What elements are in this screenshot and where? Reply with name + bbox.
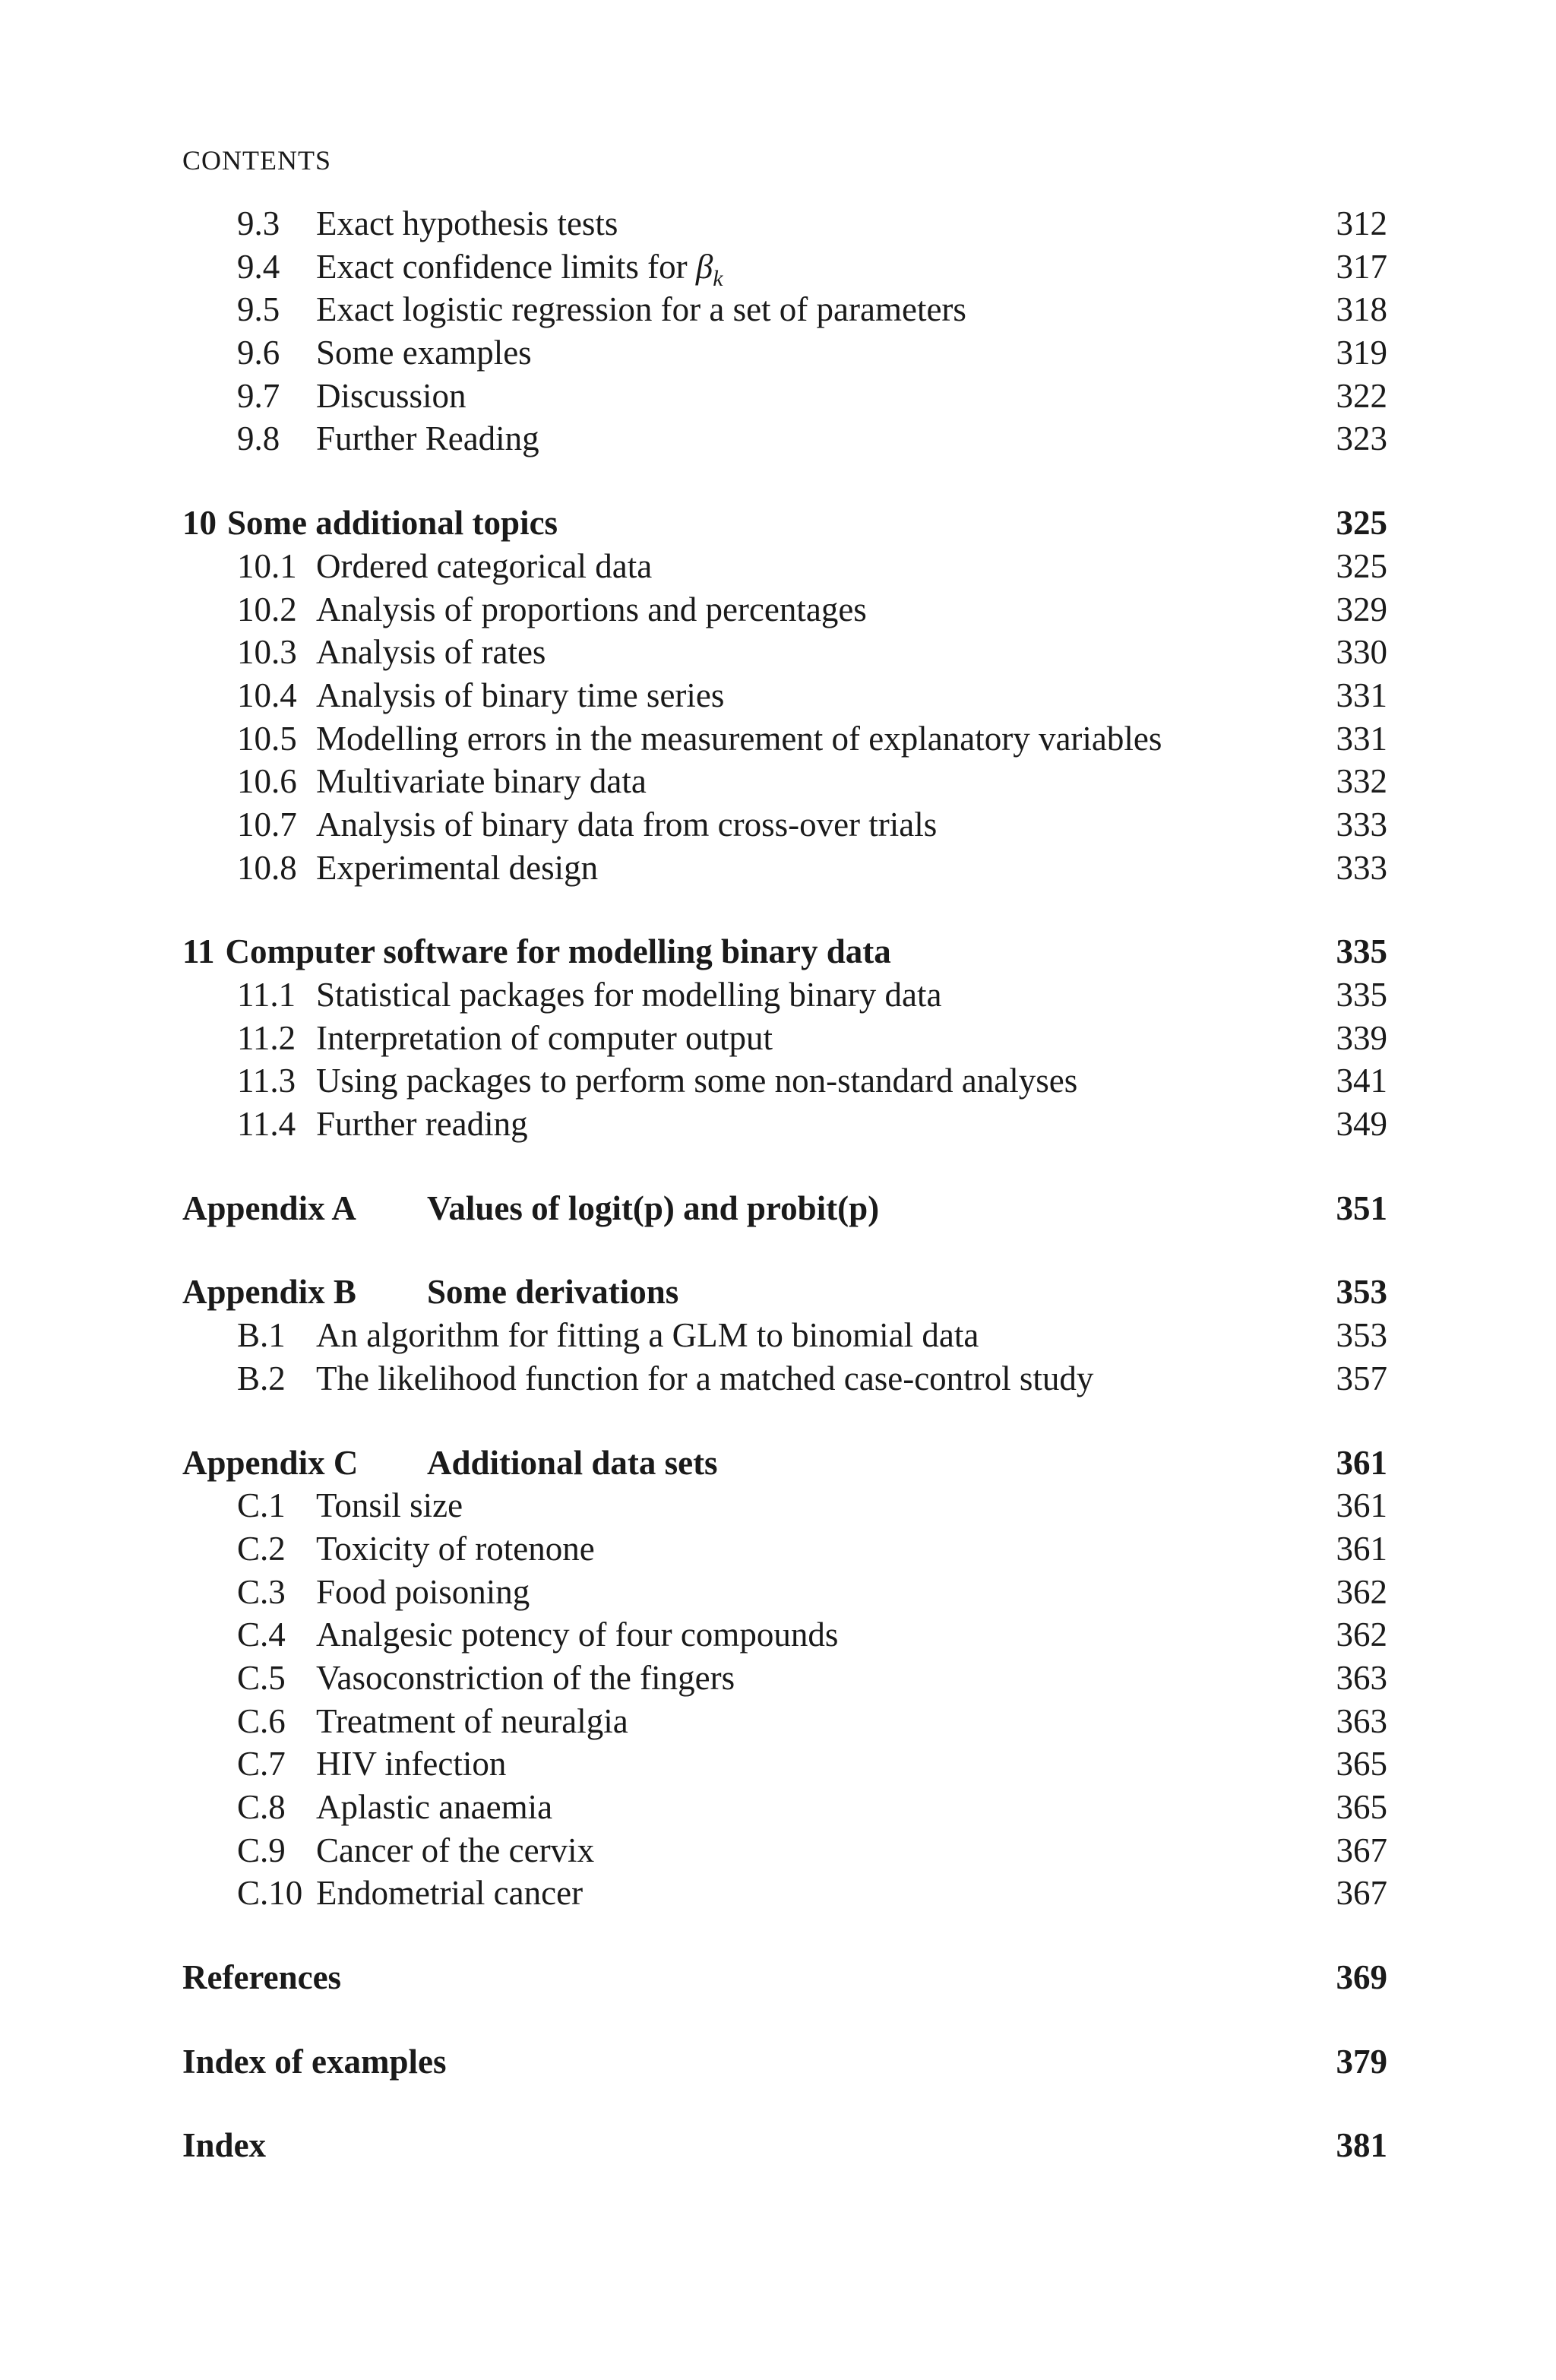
section-title-text: Discussion (316, 376, 466, 415)
section-title (316, 1787, 1327, 1827)
section-entry[interactable] (182, 247, 1387, 290)
section-number: 10.8 (237, 848, 297, 887)
section-number: 10.7 (237, 805, 297, 843)
section-title-text: Tonsil size (316, 1486, 463, 1525)
section-title-text: Cancer of the cervix (316, 1831, 595, 1869)
section-title-text: Modelling errors in the measurement of explanatory variables (316, 719, 1162, 758)
section-title-text: Treatment of neuralgia (316, 1701, 628, 1740)
toc-block (182, 1957, 1387, 2001)
section-title (316, 546, 1327, 586)
chapter-title: Computer software for modelling binary data (225, 932, 891, 971)
section-title-text: Multivariate binary data (316, 762, 647, 801)
section-entry[interactable] (182, 1315, 1387, 1359)
section-entry[interactable] (182, 1744, 1387, 1787)
section-number: C.5 (237, 1658, 286, 1697)
chapter-entry[interactable] (182, 1188, 1387, 1232)
toc-block (182, 503, 1387, 891)
section-number: 9.7 (237, 376, 280, 415)
section-entry[interactable] (182, 376, 1387, 419)
page-number: 361 (1336, 1486, 1387, 1525)
section-entry[interactable] (182, 1104, 1387, 1147)
table-of-contents (182, 204, 1387, 2169)
section-title-text: Interpretation of computer output (316, 1018, 773, 1057)
chapter-title: Index (182, 2126, 267, 2165)
section-title (316, 848, 1327, 888)
page-number: 381 (1336, 2126, 1387, 2165)
section-title (316, 333, 1327, 372)
section-title (316, 1572, 1327, 1612)
math-subscript: k (713, 265, 723, 291)
section-number: 11.4 (237, 1105, 296, 1144)
section-entry[interactable] (182, 546, 1387, 590)
page-number: 322 (1336, 376, 1387, 415)
section-title-text: Analysis of binary time series (316, 676, 725, 714)
section-entry[interactable] (182, 805, 1387, 848)
chapter-entry[interactable] (182, 1957, 1387, 2001)
section-title (316, 247, 1327, 292)
section-entry[interactable] (182, 590, 1387, 633)
section-title-text: An algorithm for fitting a GLM to binomial data (316, 1316, 979, 1355)
toc-block (182, 1443, 1387, 1917)
section-number: C.4 (237, 1616, 286, 1654)
section-entry[interactable] (182, 676, 1387, 719)
page-number: 319 (1336, 334, 1387, 372)
section-entry[interactable] (182, 1018, 1387, 1062)
section-title-text: Some examples (316, 334, 532, 372)
page-number: 317 (1336, 247, 1387, 286)
section-number: 10.2 (237, 590, 297, 628)
section-title (316, 1701, 1327, 1741)
section-entry[interactable] (182, 848, 1387, 891)
section-title (316, 419, 1327, 458)
page-number: 329 (1336, 590, 1387, 628)
section-number: C.10 (237, 1874, 303, 1913)
page-number: 331 (1336, 719, 1387, 758)
section-title (316, 1061, 1327, 1100)
section-title-text: Vasoconstriction of the fingers (316, 1658, 735, 1697)
section-number: C.2 (237, 1529, 286, 1568)
page-number: 335 (1336, 932, 1387, 971)
section-title-text: Experimental design (316, 848, 599, 887)
section-number: B.1 (237, 1316, 286, 1355)
page-number: 353 (1336, 1316, 1387, 1355)
page-number: 367 (1336, 1831, 1387, 1869)
page-number: 333 (1336, 805, 1387, 843)
section-number: 10.3 (237, 633, 297, 672)
section-number: 11.3 (237, 1062, 296, 1100)
section-entry[interactable] (182, 1529, 1387, 1572)
page-number: 335 (1336, 976, 1387, 1014)
section-title-text: Toxicity of rotenone (316, 1529, 595, 1568)
chapter-number: Appendix C (182, 1443, 359, 1482)
section-title (316, 1104, 1327, 1144)
section-title (316, 376, 1327, 416)
section-title (316, 1831, 1327, 1870)
chapter-title: Index of examples (182, 2042, 447, 2081)
section-number: C.9 (237, 1831, 286, 1869)
page-number: 361 (1336, 1443, 1387, 1482)
toc-block (182, 204, 1387, 462)
section-entry[interactable] (182, 719, 1387, 762)
section-title-text: Aplastic anaemia (316, 1788, 553, 1826)
chapter-title: Values of logit(p) and probit(p) (427, 1188, 880, 1227)
section-entry[interactable] (182, 1615, 1387, 1658)
toc-block (182, 1188, 1387, 1232)
chapter-entry[interactable] (182, 1272, 1387, 1315)
page-number: 365 (1336, 1745, 1387, 1783)
section-title-text: Analgesic potency of four compounds (316, 1616, 839, 1654)
section-entry[interactable] (182, 333, 1387, 376)
page-number: 349 (1336, 1105, 1387, 1144)
running-header: CONTENTS (182, 145, 331, 176)
page-number: 357 (1336, 1359, 1387, 1397)
page-number: 325 (1336, 504, 1387, 543)
section-title (316, 975, 1327, 1014)
section-number: 10.6 (237, 762, 297, 801)
chapter-entry[interactable] (182, 2042, 1387, 2085)
section-entry[interactable] (182, 1658, 1387, 1701)
section-title (316, 1529, 1327, 1568)
page-number: 325 (1336, 546, 1387, 585)
section-entry[interactable] (182, 419, 1387, 462)
page-number: 379 (1336, 2042, 1387, 2081)
page-number: 312 (1336, 204, 1387, 242)
page-number: 332 (1336, 762, 1387, 801)
page-number: 331 (1336, 676, 1387, 714)
section-entry[interactable] (182, 1831, 1387, 1874)
page-number: 361 (1336, 1529, 1387, 1568)
section-entry[interactable] (182, 1787, 1387, 1831)
section-entry[interactable] (182, 632, 1387, 676)
chapter-title: Some derivations (427, 1273, 679, 1312)
section-title-text: Exact confidence limits for (316, 247, 688, 286)
page-number: 330 (1336, 633, 1387, 672)
section-title (316, 676, 1327, 715)
page-number: 367 (1336, 1874, 1387, 1913)
section-number: 9.6 (237, 334, 280, 372)
section-title (316, 590, 1327, 629)
chapter-number: 10 (182, 504, 217, 543)
section-title (316, 1658, 1327, 1698)
section-title (316, 1615, 1327, 1654)
section-number: C.1 (237, 1486, 286, 1525)
page-number: 333 (1336, 848, 1387, 887)
chapter-entry[interactable] (182, 2125, 1387, 2169)
page-number: 363 (1336, 1658, 1387, 1697)
section-entry[interactable] (182, 1701, 1387, 1745)
section-entry[interactable] (182, 290, 1387, 333)
section-entry[interactable] (182, 1061, 1387, 1104)
section-number: 10.1 (237, 546, 297, 585)
chapter-number: Appendix A (182, 1188, 356, 1227)
section-number: C.8 (237, 1788, 286, 1826)
section-title (316, 290, 1327, 329)
page-number: 318 (1336, 290, 1387, 329)
section-number: C.6 (237, 1701, 286, 1740)
section-number: 9.4 (237, 247, 280, 286)
page-number: 339 (1336, 1018, 1387, 1057)
page-number: 363 (1336, 1701, 1387, 1740)
section-title-text: Analysis of rates (316, 633, 546, 672)
section-title-text: Ordered categorical data (316, 546, 653, 585)
section-title (316, 719, 1327, 758)
chapter-entry[interactable] (182, 932, 1387, 975)
section-title (316, 1873, 1327, 1913)
section-title (316, 204, 1327, 243)
toc-block (182, 2042, 1387, 2085)
section-number: 11.1 (237, 976, 296, 1014)
section-title-text: Analysis of binary data from cross-over trials (316, 805, 938, 843)
toc-block (182, 932, 1387, 1147)
section-title (316, 1486, 1327, 1525)
chapter-number: Appendix B (182, 1273, 356, 1312)
section-title-text: HIV infection (316, 1745, 507, 1783)
section-number: 9.3 (237, 204, 280, 242)
chapter-title: Some additional topics (227, 504, 558, 543)
section-title (316, 761, 1327, 801)
section-number: 11.2 (237, 1018, 296, 1057)
page-number: 323 (1336, 419, 1387, 458)
toc-block (182, 2125, 1387, 2169)
section-entry[interactable] (182, 1359, 1387, 1402)
section-title-text: Using packages to perform some non-standard analyses (316, 1062, 1078, 1100)
page-number: 369 (1336, 1958, 1387, 1997)
section-entry[interactable] (182, 1572, 1387, 1616)
section-number: C.3 (237, 1572, 286, 1611)
section-title-text: Exact logistic regression for a set of parameters (316, 290, 966, 329)
section-title-text: Further reading (316, 1105, 528, 1144)
page-number: 353 (1336, 1273, 1387, 1312)
section-number: C.7 (237, 1745, 286, 1783)
section-title (316, 805, 1327, 844)
section-title-text: Further Reading (316, 419, 539, 458)
section-entry[interactable] (182, 975, 1387, 1018)
section-title-text: The likelihood function for a matched case-control study (316, 1359, 1094, 1397)
section-entry[interactable] (182, 761, 1387, 805)
page-number: 362 (1336, 1616, 1387, 1654)
section-entry[interactable] (182, 1873, 1387, 1916)
section-number: B.2 (237, 1359, 286, 1397)
section-number: 9.5 (237, 290, 280, 329)
chapter-entry[interactable] (182, 503, 1387, 546)
section-title (316, 632, 1327, 672)
page-number: 362 (1336, 1572, 1387, 1611)
section-title (316, 1018, 1327, 1058)
chapter-title: References (182, 1958, 342, 1997)
section-number: 10.5 (237, 719, 297, 758)
section-title (316, 1315, 1327, 1355)
section-title (316, 1359, 1327, 1398)
section-number: 9.8 (237, 419, 280, 458)
section-entry[interactable] (182, 1486, 1387, 1529)
page-number: 365 (1336, 1788, 1387, 1826)
section-title-text: Analysis of proportions and percentages (316, 590, 867, 628)
math-symbol: β (695, 247, 713, 286)
section-title-text: Exact hypothesis tests (316, 204, 618, 242)
section-title-text: Food poisoning (316, 1572, 530, 1611)
chapter-entry[interactable] (182, 1443, 1387, 1486)
chapter-title: Additional data sets (427, 1443, 718, 1482)
page-number: 341 (1336, 1062, 1387, 1100)
chapter-number: 11 (182, 932, 215, 971)
page-number: 351 (1336, 1188, 1387, 1227)
section-title-text: Statistical packages for modelling binary data (316, 976, 942, 1014)
section-entry[interactable] (182, 204, 1387, 247)
toc-block (182, 1272, 1387, 1401)
section-title-text: Endometrial cancer (316, 1874, 584, 1913)
section-number: 10.4 (237, 676, 297, 714)
section-title (316, 1744, 1327, 1783)
